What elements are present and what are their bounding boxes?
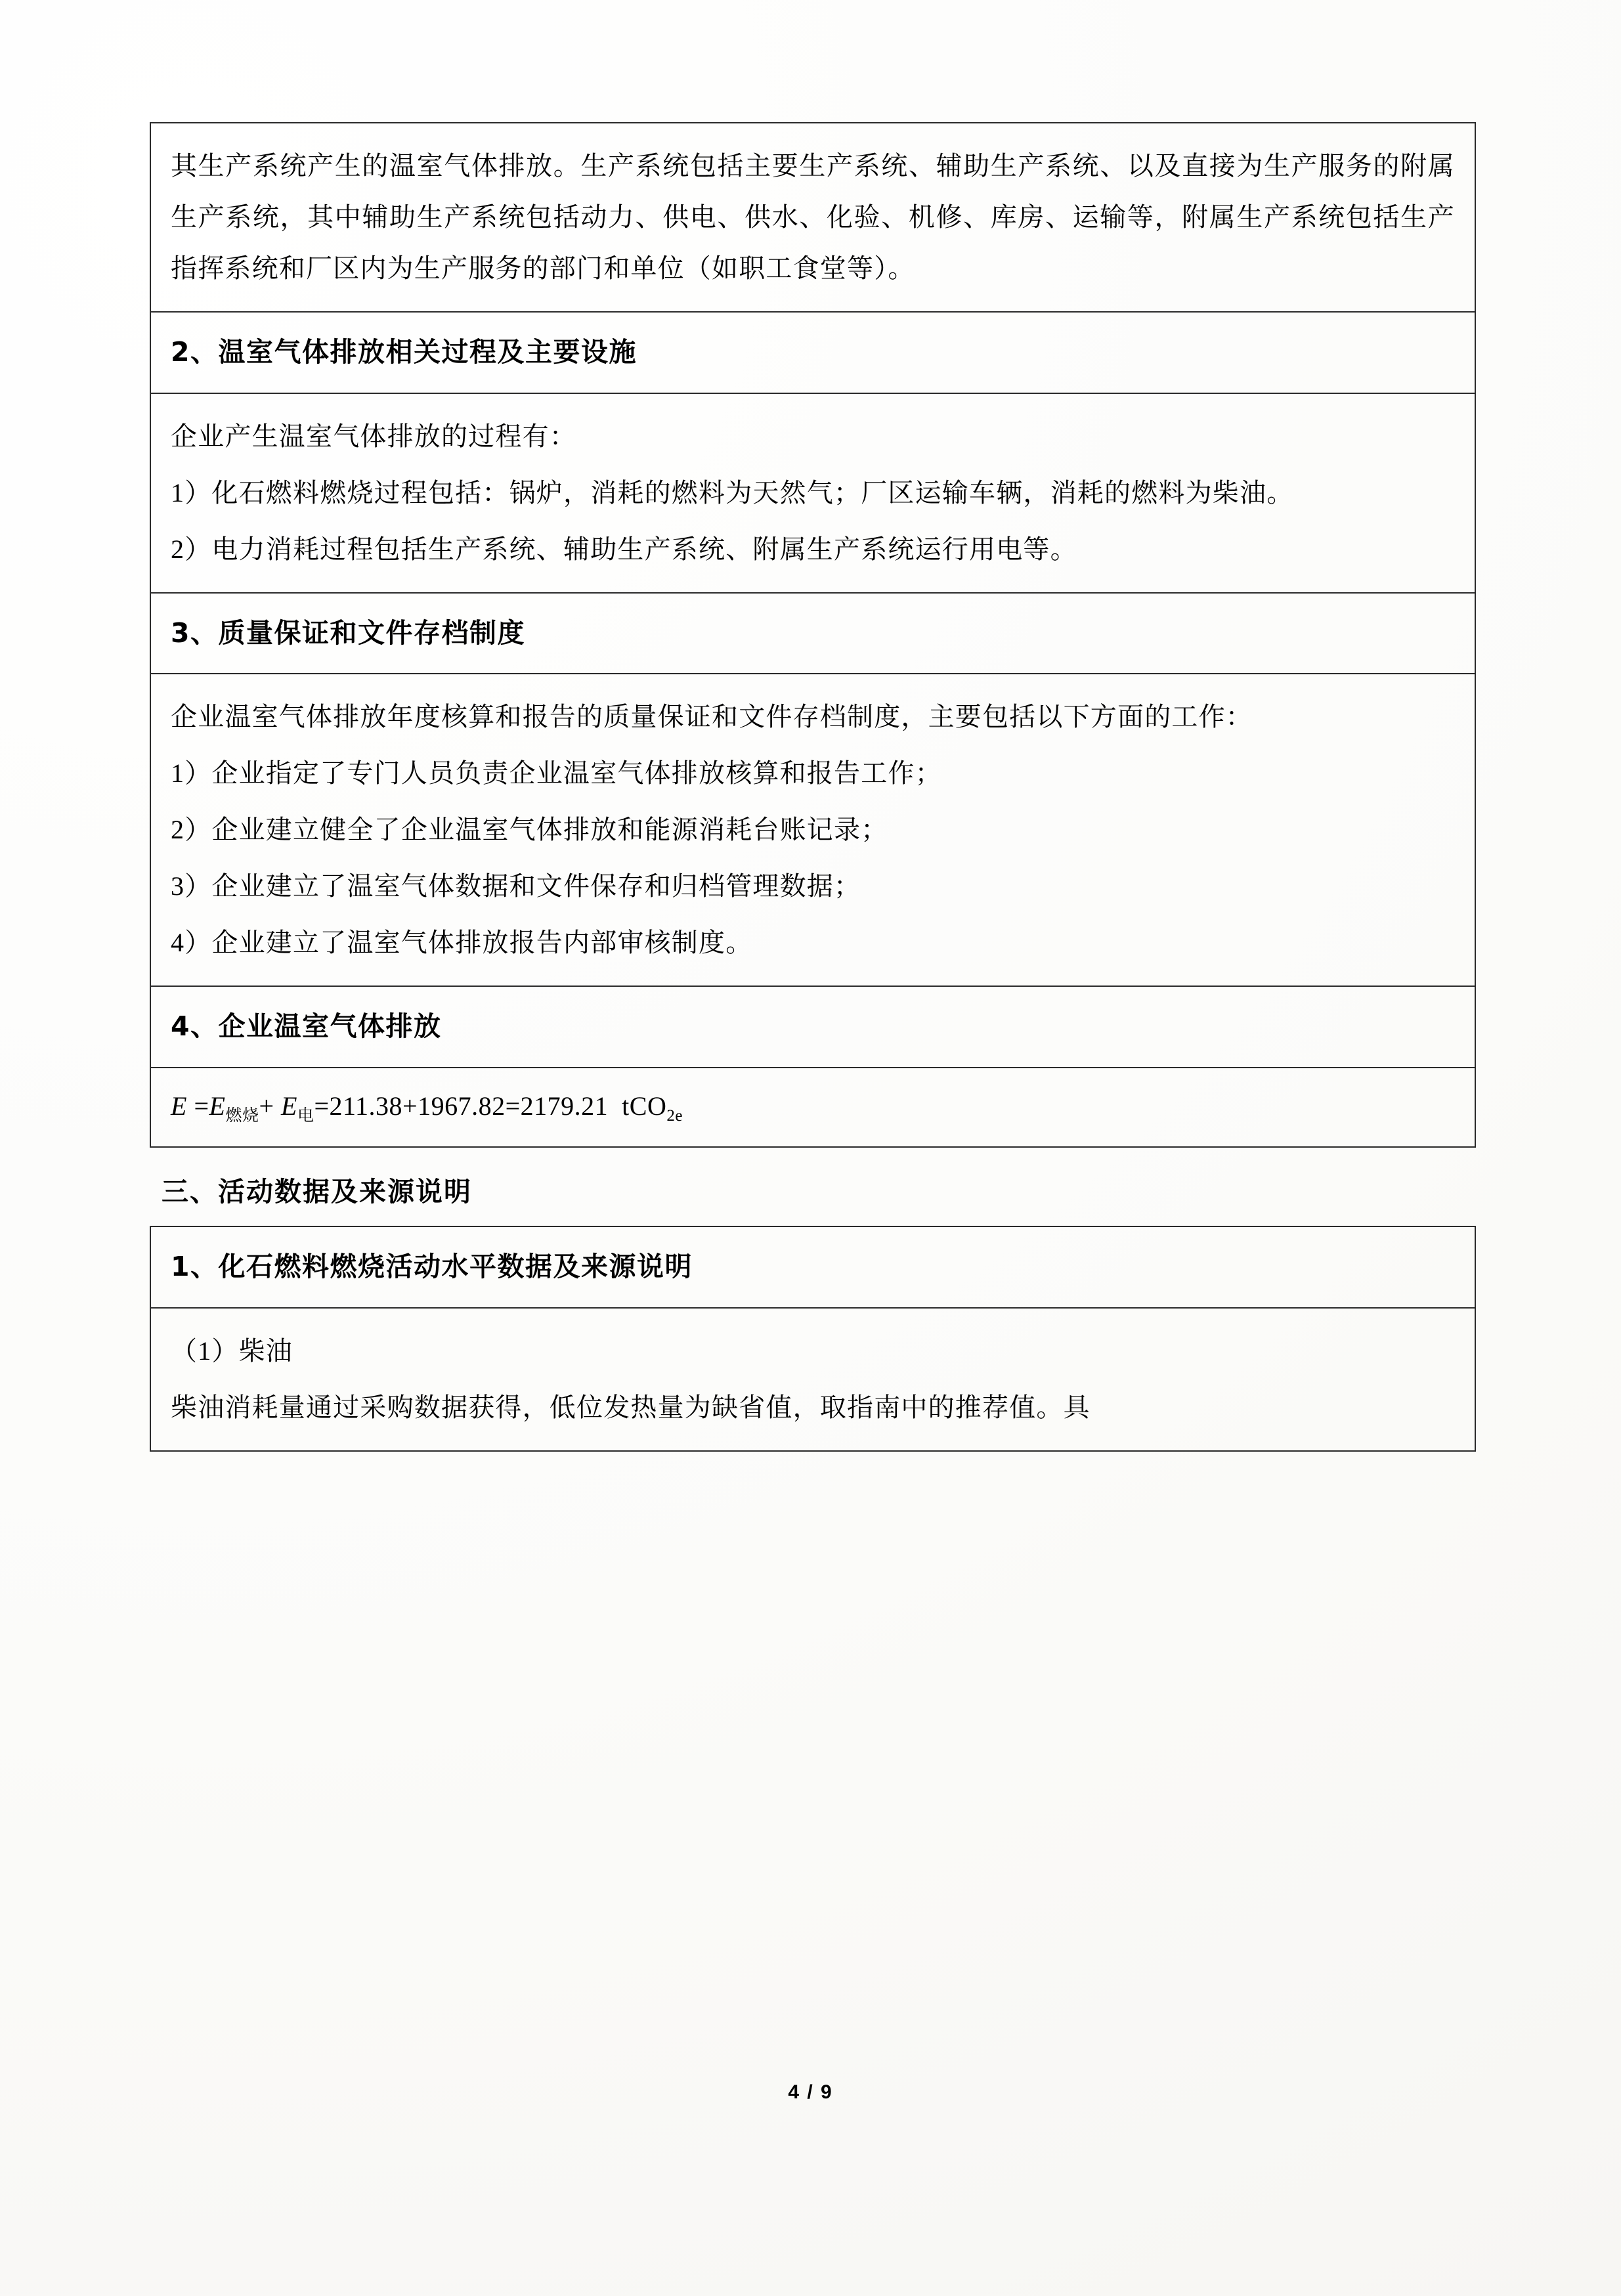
table-row (150, 1226, 1475, 1308)
section2-lead: 企业产生温室气体排放的过程有： (171, 421, 576, 451)
section3-lead: 企业温室气体排放年度核算和报告的质量保证和文件存档制度，主要包括以下方面的工作： (171, 702, 1253, 732)
table-row (150, 1308, 1475, 1451)
table-row (150, 593, 1475, 674)
formula-plus: + (259, 1091, 274, 1121)
section31-heading: 1、化石燃料燃烧活动水平数据及来源说明 (171, 1251, 693, 1283)
section3-item-2: 2）企业建立健全了企业温室气体排放和能源消耗台账记录； (171, 815, 888, 845)
section2-item-1: 1）化石燃料燃烧过程包括：锅炉，消耗的燃料为天然气；厂区运输车辆，消耗的燃料为柴油。 (171, 477, 1294, 508)
formula-cell (150, 1068, 1475, 1147)
table-row (150, 123, 1475, 312)
section2-heading: 2、温室气体排放相关过程及主要设施 (171, 336, 638, 368)
table-row (150, 393, 1475, 593)
intro-paragraph: 其生产系统产生的温室气体排放。生产系统包括主要生产系统、辅助生产系统、以及直接为生产服务的附属生产系统，其中辅助生产系统包括动力、供电、供水、化验、机修、库房、运输等，附属生产系统包括生产指挥系统和厂区内为生产服务的部门和单位（如职工食堂等）。 (171, 151, 1455, 283)
page-content (150, 122, 1476, 1452)
section3-heading: 3、质量保证和文件存档制度 (171, 617, 526, 649)
section4-heading: 4、企业温室气体排放 (171, 1010, 442, 1043)
content-table (150, 122, 1476, 1148)
table-row (150, 986, 1475, 1068)
section2-body-cell (150, 393, 1475, 593)
section4-heading-cell (150, 986, 1475, 1068)
intro-cell (150, 123, 1475, 312)
section-three-heading: 三、活动数据及来源说明 (162, 1176, 472, 1208)
formula-symbol-e3: E (281, 1091, 297, 1121)
section3-item-4: 4）企业建立了温室气体排放报告内部审核制度。 (171, 928, 753, 958)
page-number: 4 / 9 (788, 2081, 833, 2103)
section31-sub-heading: （1）柴油 (171, 1335, 293, 1366)
formula-equals-2: =211.38+1967.82=2179.21 (314, 1091, 609, 1121)
formula-unit-sub: 2e (666, 1107, 683, 1125)
section3-body-cell (150, 674, 1475, 986)
section2-item-2: 2）电力消耗过程包括生产系统、辅助生产系统、附属生产系统运行用电等。 (171, 534, 1077, 564)
section3-item-3: 3）企业建立了温室气体数据和文件保存和归档管理数据； (171, 871, 861, 901)
formula-sub-burn: 燃烧 (225, 1107, 259, 1125)
content-table-2 (150, 1226, 1476, 1452)
table-row (150, 312, 1475, 393)
formula-equals-1: = (194, 1091, 209, 1121)
section2-heading-cell (150, 312, 1475, 393)
formula-symbol-e2: E (209, 1091, 226, 1121)
section31-heading-cell (150, 1226, 1475, 1308)
emission-formula (171, 1085, 1455, 1129)
table-row (150, 674, 1475, 986)
table-row (150, 1068, 1475, 1147)
section31-body-cell (150, 1308, 1475, 1451)
formula-sub-elec: 电 (297, 1107, 314, 1125)
section3-heading-cell (150, 593, 1475, 674)
formula-symbol-e: E (171, 1091, 187, 1121)
section31-paragraph: 柴油消耗量通过采购数据获得，低位发热量为缺省值，取指南中的推荐值。具 (171, 1392, 1091, 1422)
formula-unit: tCO (622, 1091, 667, 1121)
section3-item-1: 1）企业指定了专门人员负责企业温室气体排放核算和报告工作； (171, 758, 942, 789)
